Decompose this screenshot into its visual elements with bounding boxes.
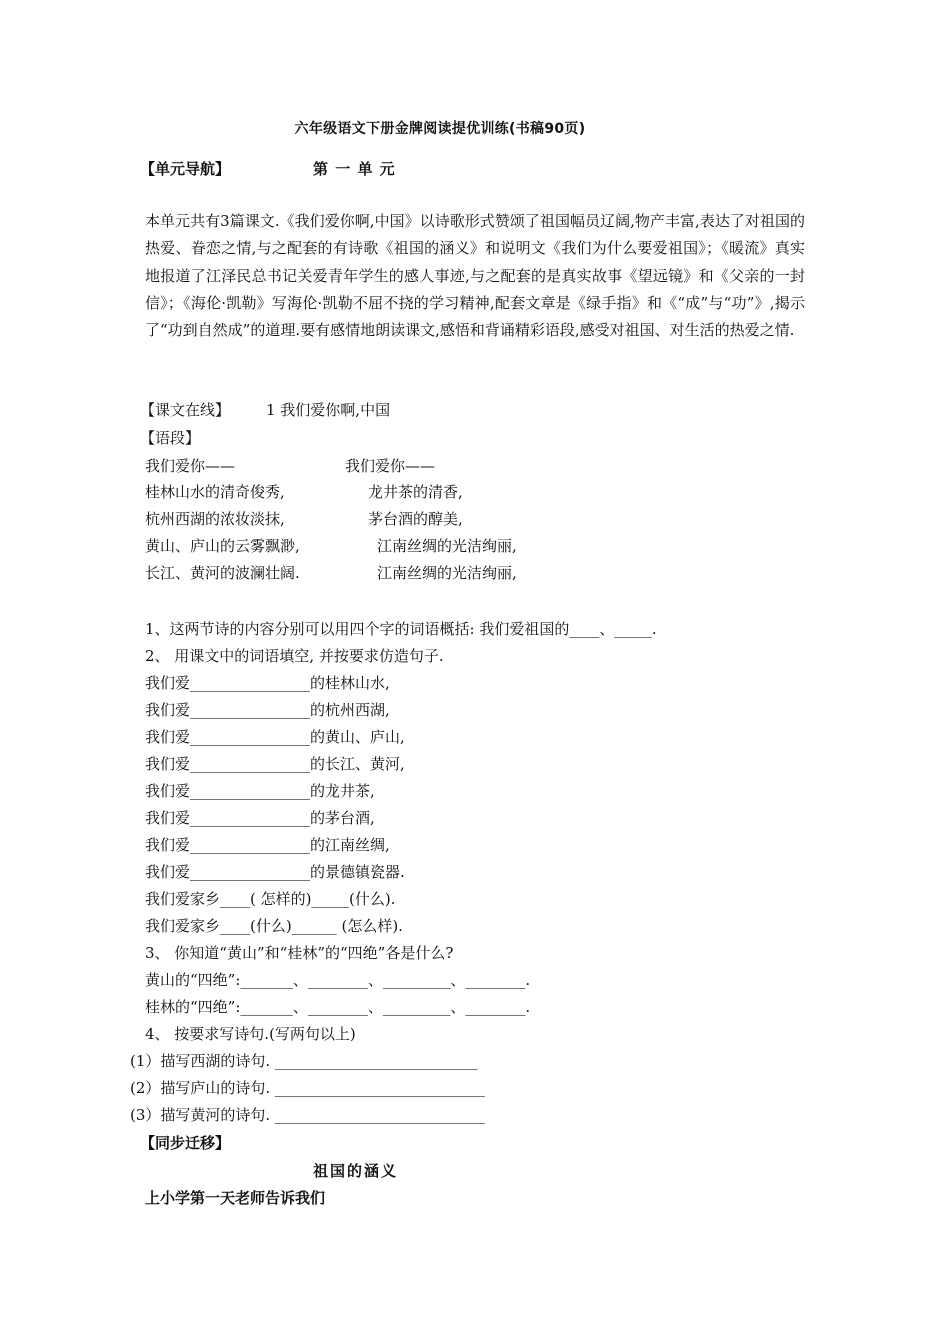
lesson-name: 1 我们爱你啊,中国 — [266, 401, 391, 419]
fill-blank-line: 我们爱________________的茅台酒, — [145, 809, 375, 827]
fill-blank-line: 我们爱________________的景德镇瓷器. — [145, 863, 405, 881]
transfer-tag: 【同步迁移】 — [140, 1134, 231, 1152]
question-3: 3、 你知道“黄山”和“桂林”的“四绝”各是什么? — [145, 944, 454, 962]
poem-left-line: 杭州西湖的浓妆淡抹, — [145, 510, 285, 528]
question-2: 2、 用课文中的词语填空, 并按要求仿造句子. — [145, 647, 444, 665]
poem-left-line: 长江、黄河的波澜壮阔. — [145, 564, 300, 582]
question-4: 4、 按要求写诗句.(写两句以上) — [145, 1025, 356, 1043]
passage-tag: 【语段】 — [140, 429, 201, 447]
question-1: 1、这两节诗的内容分别可以用四个字的词语概括: 我们爱祖国的____、_____. — [145, 620, 657, 638]
fill-blank-line: 我们爱家乡____(什么)______ (怎么样). — [145, 917, 403, 935]
fill-blank-line: 黄山的“四绝”:_______、________、_________、________. — [145, 971, 531, 989]
fill-blank-line: 我们爱________________的黄山、庐山, — [145, 728, 405, 746]
fill-blank-line: (1）描写西湖的诗句. ___________________________ — [130, 1052, 478, 1070]
poem-right-line: 茅台酒的醇美, — [368, 510, 463, 528]
fill-blank-line: 桂林的“四绝”:_______、________、_________、________. — [145, 998, 531, 1016]
fill-blank-line: (2）描写庐山的诗句. ____________________________ — [130, 1079, 485, 1097]
poem-left-line: 我们爱你—— — [145, 457, 236, 475]
unit-heading: 第 一 单 元 — [313, 160, 396, 178]
fill-blank-line: (3）描写黄河的诗句. ____________________________ — [130, 1106, 485, 1124]
fill-blank-line: 我们爱________________的长江、黄河, — [145, 755, 405, 773]
poem-right-line: 龙井茶的清香, — [368, 483, 463, 501]
poem-right-line: 江南丝绸的光洁绚丽, — [377, 564, 517, 582]
fill-blank-line: 我们爱家乡____( 怎样的)_____(什么). — [145, 890, 396, 908]
fill-blank-line: 我们爱________________的龙井茶, — [145, 782, 375, 800]
poem-left-line: 桂林山水的清奇俊秀, — [145, 483, 285, 501]
poem-first-line: 上小学第一天老师告诉我们 — [145, 1189, 326, 1207]
poem-right-line: 我们爱你—— — [345, 457, 436, 475]
fill-blank-line: 我们爱________________的杭州西湖, — [145, 701, 390, 719]
fill-blank-line: 我们爱________________的江南丝绸, — [145, 836, 390, 854]
page-title: 六年级语文下册金牌阅读提优训练(书稿90页) — [294, 121, 586, 137]
poem-left-line: 黄山、庐山的云雾飘渺, — [145, 537, 300, 555]
poem-title: 祖国的涵义 — [313, 1162, 399, 1180]
fill-blank-line: 我们爱________________的桂林山水, — [145, 674, 390, 692]
poem-right-line: 江南丝绸的光洁绚丽, — [377, 537, 517, 555]
lesson-tag: 【课文在线】 — [140, 401, 231, 419]
unit-intro-paragraph: 本单元共有3篇课文.《我们爱你啊,中国》以诗歌形式赞颂了祖国幅员辽阔,物产丰富,表达了对祖国的热爱、眷恋之情,与之配套的有诗歌《祖国的涵义》和说明文《我们为什么要爱祖国》；《暖流》真实地报道了江泽民总书记关爱青年学生的感人事迹,与之配套的是真实故事《望远镜》和《父亲的一封信》；《海伦·凯勒》写海伦·凯勒不屈不挠的学习精神,配套文章是《绿手指》和《“成”与“功”》,揭示了“功到自然成”的道理.要有感情地朗读课文,感悟和背诵精彩语段,感受对祖国、对生活的热爱之情. — [145, 212, 805, 340]
unit-nav-tag: 【单元导航】 — [140, 160, 231, 178]
